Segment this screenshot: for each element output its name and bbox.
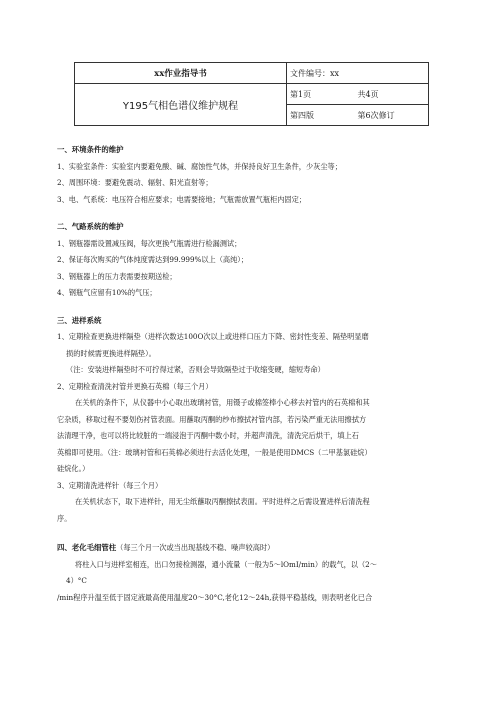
paragraph-line: /min程序升温至低于固定液最高使用温度20～30°C,老化12～24h,获得平稳基线，则表明老化已合: [57, 592, 373, 602]
section-title-note: （每三个月一次或当出现基线不稳、噪声较高时）: [116, 543, 275, 552]
document-header-table: [74, 62, 429, 126]
doc-subject: Y195气相色谱仪维护规程: [75, 84, 287, 126]
paragraph-line: 硅烷化。）: [57, 464, 90, 473]
note-text: （注：安装进样隔垫时不可拧得过紧，否则会导致隔垫过于收缩变硬，缩短寿命）: [66, 365, 325, 374]
page-info-cell: [287, 84, 429, 105]
total-pages: 共4页: [357, 89, 379, 99]
paragraph-line: 在关机状态下，取下进样针，用无尘纸蘸取丙酮擦拭表面。平时进样之后需设置进样后清洗程: [75, 497, 370, 506]
revision: 第6次修订: [357, 110, 395, 120]
list-item: 3、定期清洗进样针（每三个月）: [57, 480, 163, 490]
section-title-gas-system: 二、气路系统的维护: [57, 222, 124, 231]
section-title-environment: 一、环境条件的维护: [57, 145, 124, 154]
doc-title: xx作业指导书: [75, 63, 287, 84]
paragraph-line: 4）°C: [66, 576, 87, 585]
paragraph-line: 序。: [57, 513, 72, 523]
list-item: 2、周围环境：要避免震动、辐射、阳光直射等；: [57, 178, 213, 187]
list-item: 2、保证每次购买的气体纯度需达到99.999%以上（高纯）；: [57, 255, 249, 264]
page-number: 第1页: [290, 89, 312, 99]
paragraph-line: 英棉即可使用。（注：玻璃衬管和石英棉必须进行去活化处理，一般是使用DMCS（二甲基氯硅烷）: [57, 447, 372, 457]
paragraph-line: 将柱入口与进样室相连，出口勿接检测器，通小流量（一般为5～lOmI/min）的载气，以（2～: [75, 559, 377, 569]
paragraph-line: 法清理干净，也可以将比较脏的一端浸泡于丙酮中数小时，并超声清洗，清洗完后烘干，填上石: [57, 431, 359, 440]
edition-info-cell: [287, 105, 429, 126]
list-item: 3、钢瓶器上的压力表需要按期送检；: [57, 271, 177, 281]
list-item: 1、实验室条件：实验室内要避免酸、碱、腐蚀性气体，并保持良好卫生条件，少灰尘等；: [57, 161, 342, 171]
list-item: 1、定期检查更换进样隔垫（进样次数达100O次以上或进样口压力下降、密封性变差、隔垫明显磨: [57, 332, 369, 341]
section-title-column-aging: [57, 540, 450, 557]
paragraph-line: 它杂质，移取过程不要划伤衬管表面。用蘸取丙酮的纱布擦拭衬管内部，若污染严重无法用擦拭方: [57, 414, 367, 424]
list-item: 2、定期检查清洗衬管并更换石英棉（每三个月）: [57, 381, 213, 391]
list-item: 1、钢瓶器需设置减压阀，每次更换气瓶需进行检漏测试；: [57, 238, 242, 248]
section-title-text: 四、老化毛细管柱: [57, 543, 117, 552]
section-title-injection: 三、进样系统: [57, 315, 102, 325]
edition: 第四版: [290, 110, 314, 120]
document-body: [57, 142, 450, 606]
paragraph-line: 在关机的条件下，从仪器中小心取出玻璃衬管，用镊子或棉签棒小心移去衬管内的石英棉和其: [75, 398, 370, 407]
doc-number: 文件编号：xx: [287, 63, 429, 84]
list-item: 4、钢瓶气应留有10%的气压；: [57, 288, 157, 297]
list-item-continuation: 损的时候需更换进样隔垫）。: [66, 348, 156, 358]
list-item: 3、电、气系统：电压符合相应要求；电需要接地；气瓶需放置气瓶柜内固定；: [57, 194, 306, 204]
